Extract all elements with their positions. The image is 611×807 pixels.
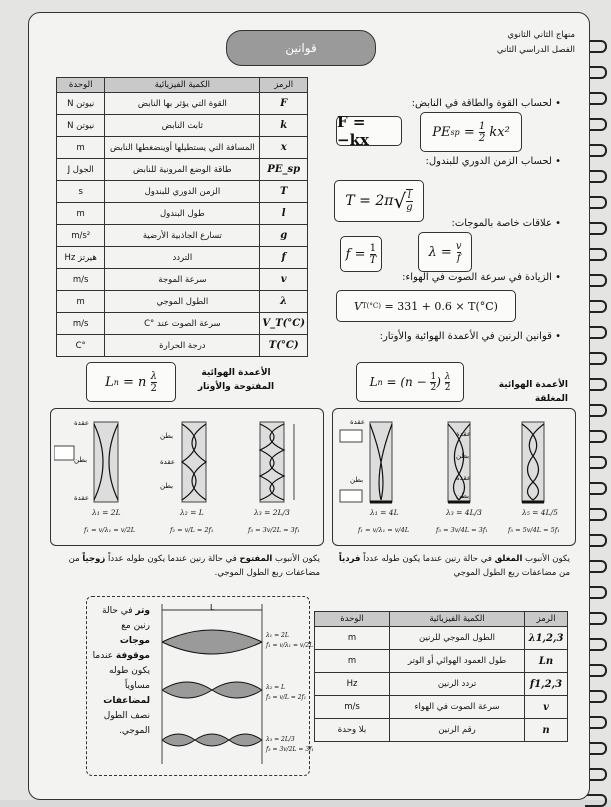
cell-quantity: المسافة التي يستطيلها أوينضغطها النابض <box>105 137 260 159</box>
cell-unit: m/s² <box>57 225 105 247</box>
cell-unit: هيرتز Hz <box>57 247 105 269</box>
cell-symbol: v <box>525 696 568 719</box>
table-row <box>57 313 308 335</box>
cell-unit: m/s <box>57 269 105 291</box>
cell-unit: s <box>57 181 105 203</box>
open-lambda-1: λ₁ = 2L <box>92 508 121 517</box>
cell-unit: m/s <box>315 696 390 719</box>
open-lambda-3: λ₃ = 2L/3 <box>254 508 290 517</box>
open-antinode-label-2: بطن <box>160 432 174 440</box>
string-length-label: L <box>210 604 215 612</box>
bullet-spring: • لحساب القوة والطاقة في النابض: <box>411 98 561 109</box>
cell-quantity: درجة الحرارة <box>105 335 260 357</box>
open-antinode-label: بطن <box>74 456 88 464</box>
formula-wavelength: λ = v f <box>418 232 472 272</box>
formula-elastic-energy: PE sp = 1 2 kx² <box>420 112 522 152</box>
col-quantity: الكمية الفيزيائية <box>105 78 260 93</box>
open-node-label: عقدة <box>74 419 90 427</box>
string-freq-2: f₂ = v/L = 2f₁ <box>266 694 307 701</box>
open-freq-3: f₃ = 3v/2L = 3f₁ <box>248 526 300 534</box>
cell-quantity: الطول الموجي للرنين <box>390 627 525 650</box>
formula-pendulum-period: T = 2π √ l g <box>334 180 424 222</box>
binding-ring <box>585 794 607 807</box>
open-node-label-2: عقدة <box>74 494 90 502</box>
string-mode-3 <box>162 734 262 746</box>
cell-unit: m <box>57 291 105 313</box>
table-row <box>315 650 568 673</box>
cell-symbol: n <box>525 719 568 742</box>
cell-symbol: Ln <box>525 650 568 673</box>
cell-quantity: ثابت النابض <box>105 115 260 137</box>
col-quantity-2: الكمية الفيزيائية <box>390 612 525 627</box>
bullet-pendulum: • لحساب الزمن الدوري للبندول: <box>425 156 561 167</box>
closed-freq-3: f₅ = 5v/4L = 5f₁ <box>508 526 560 534</box>
string-caption: وتر في حالة رنين مع موجات موقوفة عندما يكون طوله مساوياً لمضاعفات نصف الطول الموجي. <box>92 606 150 736</box>
col-unit: الوحدة <box>57 78 105 93</box>
cell-quantity: تردد الرنين <box>390 673 525 696</box>
open-node-label-3: عقدة <box>160 458 176 466</box>
closed-lambda-1: λ₁ = 4L <box>370 508 399 517</box>
title-open-columns: الأعمدة الهوائية المفتوحة والأوتار <box>197 368 275 392</box>
table-row <box>57 269 308 291</box>
page-title: قوانين <box>226 30 376 66</box>
cell-symbol: λ <box>260 291 308 313</box>
table-row <box>57 115 308 137</box>
string-lambda-2: λ₂ = L <box>266 684 286 691</box>
curriculum-info <box>497 28 575 58</box>
table-row <box>57 247 308 269</box>
closed-freq-1: f₁ = v/λ₁ = v/4L <box>358 526 410 534</box>
cell-quantity: طول البندول <box>105 203 260 225</box>
closed-antinode-label: بطن <box>350 476 364 484</box>
table-row <box>315 627 568 650</box>
cell-unit: Hz <box>315 673 390 696</box>
open-caption: يكون الأنبوب المفتوح في حالة رنين عندما يكون طوله عدداً زوجياً من مضاعفات ربع الطول الموجي. <box>68 554 320 578</box>
cell-symbol: PE_sp <box>260 159 308 181</box>
formula-open-resonance: L n = n λ 2 <box>86 362 176 402</box>
cell-symbol: λ1,2,3 <box>525 627 568 650</box>
cell-unit: نيوتن N <box>57 93 105 115</box>
formula-frequency: f = 1 T <box>340 236 382 272</box>
closed-caption: يكون الأنبوب المغلق في حالة رنين عندما يكون طوله عدداً فردياً من مضاعفات ربع الطول الموجي <box>338 554 570 578</box>
cell-unit: m <box>57 203 105 225</box>
cell-quantity: طول العمود الهوائي أو الوتر <box>390 650 525 673</box>
formula-sound-speed: V T(°C) = 331 + 0.6 × T(°C) <box>336 290 516 322</box>
table-row <box>57 93 308 115</box>
closed-antinode-label-3: بطن <box>456 492 470 500</box>
cell-symbol: f1,2,3 <box>525 673 568 696</box>
open-tube-3 <box>260 422 294 502</box>
open-freq-1: f₁ = v/λ₁ = v/2L <box>84 526 136 534</box>
cell-symbol: V_T(°C) <box>260 313 308 335</box>
formula-hooke: F = −kx <box>336 116 402 146</box>
string-lambda-1: λ₁ = 2L <box>266 632 289 639</box>
table-row <box>57 159 308 181</box>
cell-symbol: x <box>260 137 308 159</box>
table-row <box>315 673 568 696</box>
cell-quantity: سرعة الصوت في الهواء <box>390 696 525 719</box>
cell-quantity: تسارع الجاذبية الأرضية <box>105 225 260 247</box>
symbols-table <box>56 77 308 357</box>
closed-tube-3 <box>522 422 544 502</box>
col-symbol: الرمز <box>260 78 308 93</box>
string-freq-3: f₃ = 3v/2L = 3f₁ <box>266 746 314 753</box>
open-lambda-2: λ₂ = L <box>180 508 204 517</box>
closed-tube-1 <box>340 422 392 502</box>
table-row <box>57 203 308 225</box>
cell-unit: m <box>57 137 105 159</box>
cell-unit: بلا وحدة <box>315 719 390 742</box>
cell-quantity: التردد <box>105 247 260 269</box>
closed-lambda-3: λ₅ = 4L/5 <box>522 508 558 517</box>
formula-closed-resonance: L n = (n − 1 2 ) λ 2 <box>356 362 464 402</box>
cell-quantity: الطول الموجي <box>105 291 260 313</box>
col-unit-2: الوحدة <box>315 612 390 627</box>
cell-unit: نيوتن N <box>57 115 105 137</box>
open-tube-2 <box>182 422 206 502</box>
cell-quantity: سرعة الصوت عند °C <box>105 313 260 335</box>
open-antinode-label-3: بطن <box>160 482 174 490</box>
cell-unit: الجول J <box>57 159 105 181</box>
closed-node-label: عقدة <box>350 418 366 426</box>
col-symbol-2: الرمز <box>525 612 568 627</box>
cell-symbol: g <box>260 225 308 247</box>
resonance-symbols-table <box>314 611 568 742</box>
cell-unit: m/s <box>57 313 105 335</box>
semester-label: الفصل الدراسي الثاني <box>496 45 575 55</box>
string-mode-2 <box>162 682 262 698</box>
cell-symbol: F <box>260 93 308 115</box>
cell-symbol: v <box>260 269 308 291</box>
bullet-sound-speed: • الزيادة في سرعة الصوت في الهواء: <box>402 272 561 283</box>
closed-node-label-2: عقدة <box>456 430 472 438</box>
closed-node-label-3: عقدة <box>456 474 472 482</box>
table-row <box>57 335 308 357</box>
cell-quantity: طاقة الوضع المرونية للنابض <box>105 159 260 181</box>
table-row <box>57 181 308 203</box>
closed-antinode-label-2: بطن <box>456 452 470 460</box>
curriculum-label: منهاج الثاني الثانوي <box>507 30 575 40</box>
closed-lambda-2: λ₃ = 4L/3 <box>446 508 482 517</box>
cell-quantity: الزمن الدوري للبندول <box>105 181 260 203</box>
cell-symbol: f <box>260 247 308 269</box>
string-mode-1 <box>162 630 262 654</box>
cell-symbol: T(°C) <box>260 335 308 357</box>
cell-quantity: القوة التي يؤثر بها النابض <box>105 93 260 115</box>
bullet-waves: • علاقات خاصة بالموجات: <box>451 218 561 229</box>
table-row <box>57 225 308 247</box>
string-lambda-3: λ₃ = 2L/3 <box>266 736 295 743</box>
table-row <box>57 291 308 313</box>
table-row <box>315 696 568 719</box>
table-row <box>315 719 568 742</box>
cell-quantity: رقم الرنين <box>390 719 525 742</box>
table-row <box>57 137 308 159</box>
open-freq-2: f₂ = v/L = 2f₁ <box>170 526 214 534</box>
cell-quantity: سرعة الموجة <box>105 269 260 291</box>
closed-freq-2: f₃ = 3v/4L = 3f₁ <box>436 526 488 534</box>
cell-unit: m <box>315 650 390 673</box>
bullet-resonance: • قوانين الرنين في الأعمدة الهوائية والأوتار: <box>379 331 561 342</box>
cell-unit: °C <box>57 335 105 357</box>
title-closed-columns: الأعمدة الهوائية المغلقة <box>498 380 568 404</box>
closed-tubes-diagram <box>336 412 570 514</box>
cell-symbol: l <box>260 203 308 225</box>
open-tubes-diagram <box>54 412 318 514</box>
string-freq-1: f₁ = v/λ₁ = v/2L <box>266 642 314 649</box>
cell-unit: m <box>315 627 390 650</box>
cell-symbol: k <box>260 115 308 137</box>
cell-symbol: T <box>260 181 308 203</box>
